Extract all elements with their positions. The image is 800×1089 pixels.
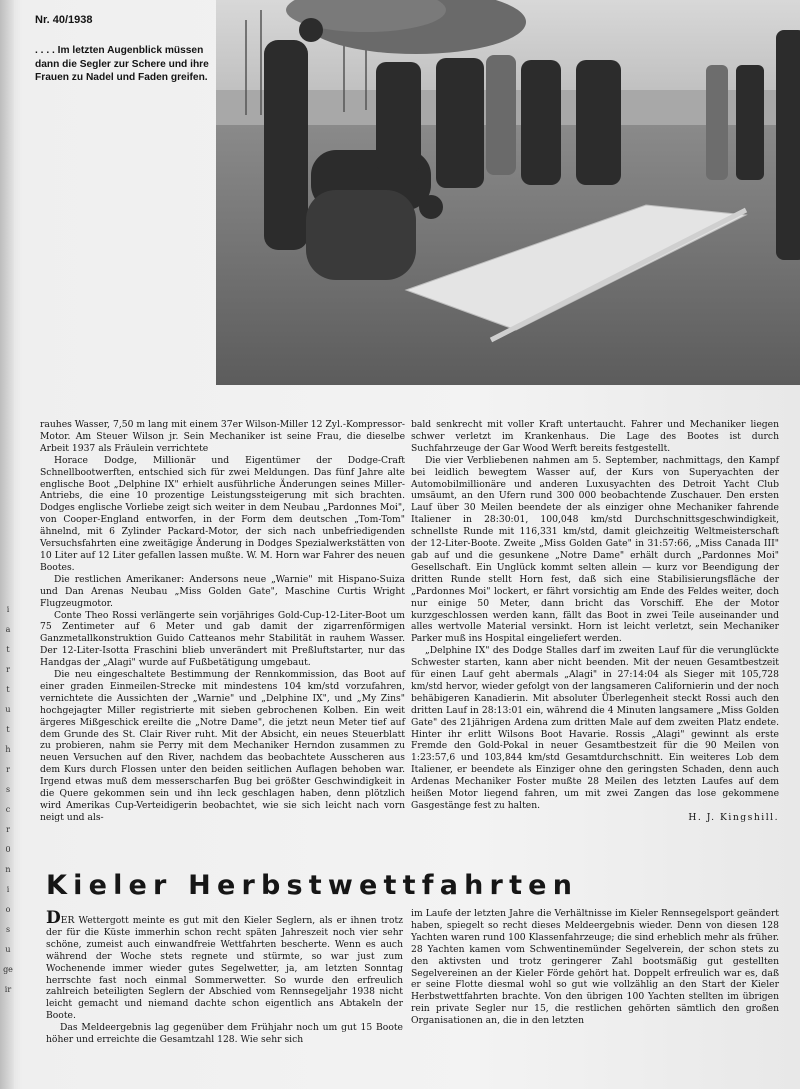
bleed-through-margin [2, 600, 14, 1000]
margin-char: u [5, 705, 11, 714]
paragraph: Die restlichen Amerikaner: Andersons neue „Warnie" mit Hispano-Suiza und Dan Arenas Neubau „Miss Golden Gate", Maschine Curtis Wright Flugzeugmotor. [40, 573, 405, 609]
margin-char: ge [3, 965, 13, 974]
paragraph: Das Meldeergebnis lag gegenüber dem Frühjahr noch um gut 15 Boote höher und erreichte die Gesamtzahl 128. Wie sehr sich [46, 1022, 403, 1046]
margin-char: n [5, 865, 11, 874]
paragraph: Horace Dodge, Millionär und Eigentümer der Dodge-Craft Schnellbootwerften, entschied sich für zwei Meldungen. Das fünf Jahre alte englische Boot „Delphine IX" erhielt ausführliche Änderungen seines Miller-Antriebs, die eine 10 prozentige Leistungssteigerung mit sich brachten. Dodges englische Vorliebe zeigt sich weiter in dem Neubau „Pardonnes Moi", von Cooper-England entworfen, in der Form dem deutschen „Tom-Tom" ähnelnd, mit 6 Zylinder Packard-Motor, der sich nach unbefriedigenden Versuchsfahrten eine zweitägige Änderung in Dodges Spezialwerkstätten von 10 Liter auf 12 Liter gefallen lassen mußte. W. M. Horn war Fahrer des neuen Bootes. [40, 454, 405, 573]
photo-sailors-sewing-sail [216, 0, 800, 385]
author-signature: H. J. Kingshill. [688, 811, 779, 823]
paragraph-text: ER Wettergott meinte es gut mit den Kieler Seglern, als er ihnen trotz der für die Küste immerhin schon recht späten Jahreszeit noch vier sehr schöne, zumeist auch einwandfreie Wettfahrten bescherte. Wenn es auch während der Woche stets regnete und stürmte, so war just zum Wochenende immer wieder gutes Segelwetter, ja, am letzten Sonntag herrschte fast noch einmal Sommerwetter. So wurde den erfreulich zahlreich beteiligten Seglern der Abschied vom Rennsegeljahr 1938 nicht leicht gemacht und niemand dachte schon eigentlich ans Abtakeln der Boote. [46, 915, 403, 1022]
margin-char: i [6, 885, 10, 894]
margin-char: a [5, 625, 11, 634]
margin-char: h [5, 745, 11, 754]
paragraph: „Delphine IX" des Dodge Stalles darf im zweiten Lauf für die verunglückte Schwester starten, kann aber nicht beenden. Mit der neuen Gesamtbestzeit für einen Lauf geht abermals „Alagi" in 27:14:04 als Sieger mit 105,728 km/std hervor, wieder gefolgt von der langsameren Californierin und der noch behäbigeren Kanadierin. Mit absoluter Überlegenheit steckt Rossi auch den dritten Lauf in 28:13:01 ein, während die 4 Minuten langsamere „Miss Golden Gate" des 21jährigen Ardena zum dritten Male auf dem zweiten Platz endete. Hinter ihr erlitt Wilsons Boot Havarie. Rossis „Alagi" gewinnt als erste Fremde den Gold-Pokal in neuer Gesamtbestzeit für die 90 Meilen von 1:23:57,6 und 103,844 km/std Gesamtdurchschnitt. Ein weiteres Lob dem Italiener, er beendete als Einziger ohne den geringsten Schaden, denn auch Ardenas Mechaniker Foster mußte 28 Meilen des letzten Laufes auf dem heißen Motor liegend fahren, um mit zwei Zangen das lose gekommene Gasgestänge fest zu halten. [411, 645, 779, 811]
paragraph: Die neu eingeschaltete Bestimmung der Rennkommission, das Boot auf einer graden Einmeilen-Strecke mit mindestens 104 km/std vorzufahren, vernichtete die Aussichten der „Warnie" und „Delphine IX", und „My Zins" hochgejagter Miller registrierte mit sieben gebrochenen Kolben. Ein weit ärgeres Mißgeschick ereilte die „Notre Dame", die jetzt neun Meter tief auf dem Grunde des St. Clair River ruht. Mit der Absicht, ein neues Steuerblatt zu probieren, nahm sie Perry mit dem Mechaniker Herndon zusammen zu neuen Versuchen auf den River, nachdem das beobachtete Ausscheren aus dem Kurs durch Flossen unter den beiden seitlichen Auflagen behoben war. Irgend etwas muß dem messerscharfen Bug bei größter Geschwindigkeit in die Quere gekommen sein und ihn leck geschlagen haben, denn plötzlich wird Amerikas Cup-Verteidigerin beobachtet, wie sie sich leicht nach vorn neigt und als- [40, 669, 405, 823]
paragraph: im Laufe der letzten Jahre die Verhältnisse im Kieler Rennsegelsport geändert haben, spiegelt so recht dieses Meldeergebnis wieder. Denn von diesen 128 Yachten waren rund 100 Klassenfahrzeuge; die sind erheblich mehr als früher. 28 Yachten kamen vom Schwentinemünder Segelverein, der schon stets zu den aktivsten und trotz geringerer Zahl bootsmäßig gut gestellten Segelvereinen an der Kieler Förde gehört hat. Doppelt erfreulich war es, daß er seine Flotte diesmal wohl so gut wie vollzählig an den Start der Kieler Herbstwettfahrten brachte. Von den übrigen 100 Yachten stellten im übrigen rein private Segler nur 15, die restlichen gehörten sämtlich den großen Organisationen an, die in den letzten [411, 908, 779, 1027]
margin-char: o [5, 905, 11, 914]
margin-char: r [6, 825, 10, 834]
photo-caption: . . . . Im letzten Augenblick müssen dann die Segler zur Schere und ihre Frauen zu Nadel und Faden greifen. [35, 45, 209, 83]
margin-char: c [5, 805, 11, 814]
article2-column2 [411, 908, 779, 1027]
margin-char: t [6, 685, 10, 694]
margin-char: r [6, 665, 10, 674]
margin-char: s [5, 925, 11, 934]
margin-char: t [6, 645, 10, 654]
margin-char: u [5, 945, 11, 954]
paragraph: rauhes Wasser, 7,50 m lang mit einem 37er Wilson-Miller 12 Zyl.-Kompressor-Motor. Am Steuer Wilson jr. Sein Mechaniker ist seine Frau, die dieselbe Arbeit 1937 als Fräulein verrichtete [40, 419, 405, 454]
margin-char: ir [4, 985, 12, 994]
paragraph [46, 908, 403, 1022]
paragraph: Die vier Verbliebenen nahmen am 5. September, nachmittags, den Kampf bei leidlich bewegtem Wasser auf, der Kurs von Superyachten der Automobilmillionäre und anderen Luxusyachten des Detroit Yacht Club umsäumt, an den Ufern rund 300 000 beobachtende Zuschauer. Den ersten Lauf über 30 Meilen beendete der als einziger ohne Mechaniker fahrende Italiener in 28:30:01, 100,048 km/std Durchschnittsgeschwindigkeit, schnellste Runde mit 116,331 km/std, damit gleichzeitig Weltmeisterschaft der 12-Liter-Boote. Zweite „Miss Golden Gate" in 31:57:66, „Miss Canada III" gab auf und die gesunkene „Notre Dame" erhält durch „Pardonnes Moi" Gesellschaft. Ein Unglück kommt selten allein — kurz vor Beendigung der dritten Runde stellt Horn fest, daß sich eine Stabilisierungsfläche der „Pardonnes Moi" lockert, er fährt vorsichtig am Ende des Feldes weiter, doch nur einige 50 Meter, dann bricht das Vorschiff. Ehe der Motor kurzgeschlossen werden kann, fällt das Boot in zwei Teile auseinander und alles wertvolle Material versinkt. Horn ist leicht verletzt, sein Mechaniker Parker muß ins Hospital eingeliefert werden. [411, 454, 779, 645]
margin-char: 0 [5, 845, 11, 854]
issue-number: Nr. 40/1938 [35, 14, 93, 26]
paragraph: bald senkrecht mit voller Kraft untertaucht. Fahrer und Mechaniker liegen schwer verletzt im Krankenhaus. Die Lage des Bootes ist durch Suchfahrzeuge der Gar Wood Werft bereits festgestellt. [411, 419, 779, 454]
article1-column1 [40, 419, 405, 824]
article2-headline: Kieler Herbstwettfahrten [46, 870, 579, 901]
photo-illustration [216, 0, 800, 385]
margin-char: t [6, 725, 10, 734]
margin-char: i [6, 605, 10, 614]
article2-column1 [46, 908, 403, 1046]
drop-cap: D [46, 908, 61, 928]
paragraph: Conte Theo Rossi verlängerte sein vorjähriges Gold-Cup-12-Liter-Boot um 75 Zentimeter auf 6 Meter und gab damit der zigarrenförmigen Ganzmetallkonstruktion Guido Catteanos mehr Stabilität in rauhem Wasser. Der 12-Liter-Isotta Fraschini blieb unverändert mit Preßluftstarter, nur das Handgas der „Alagi" wurde auf Fußbetätigung umgebaut. [40, 609, 405, 669]
article1-column2 [411, 419, 779, 824]
margin-char: s [5, 785, 11, 794]
margin-char: r [6, 765, 10, 774]
